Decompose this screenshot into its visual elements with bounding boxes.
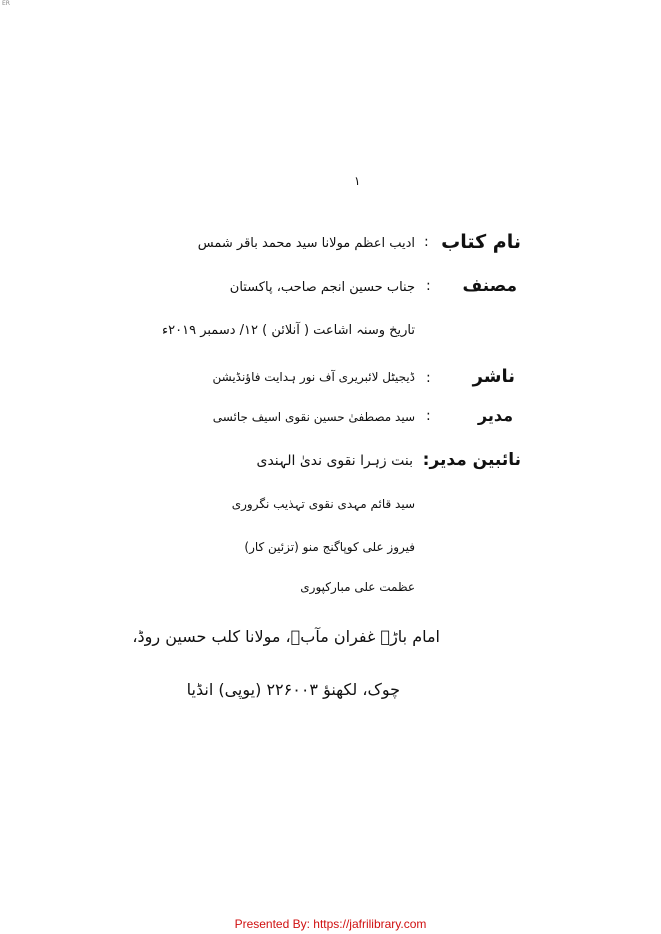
assistant-editor-label: نائبین مدیر: (422, 450, 521, 470)
editor-label: مدیر (477, 406, 513, 425)
assistant-name: عظمت علی مبارکپوری (300, 580, 415, 594)
publisher-label: ناشر (472, 366, 515, 387)
editor-value: سید مصطفیٰ حسین نقوی اسیف جائسی (212, 410, 415, 424)
assistant-name: فیروز علی کوپاگنج منو (تزئین کار) (244, 540, 415, 554)
address-line-2: چوک، لکھنؤ ۲۲۶۰۰۳ (یوپی) انڈیا (186, 680, 400, 699)
author-colon: : (426, 278, 431, 294)
assistant-editor-value: بنت زہرا نقوی ندیٰ الہندی (256, 453, 413, 469)
page-number: ۱ (354, 174, 361, 188)
address-line-1: امام باڑہ غفران مآبؒ، مولانا کلب حسین روڈ، (132, 627, 440, 646)
publisher-value: ڈیجیٹل لائبریری آف نور ہدایت فاؤنڈیشن (212, 370, 415, 384)
publisher-colon: : (426, 370, 431, 386)
corner-mark: ER (2, 0, 10, 7)
book-name-label: نام کتاب (441, 231, 521, 253)
book-name-value: ادیب اعظم مولانا سید محمد باقر شمس (197, 236, 415, 251)
footer-credit: Presented By: https://jafrilibrary.com (234, 917, 427, 931)
editor-colon: : (426, 408, 431, 424)
author-value: جناب حسین انجم صاحب، پاکستان (229, 280, 415, 295)
assistant-name: سید قائم مہدی نقوی تہذیب نگروری (231, 497, 415, 511)
author-label: مصنف (462, 276, 517, 296)
publication-date: تاریخ وسنہ اشاعت ( آنلائن ) ۱۲/ دسمبر ۲۰۱۹ء (162, 323, 415, 338)
book-name-colon: : (424, 234, 429, 250)
